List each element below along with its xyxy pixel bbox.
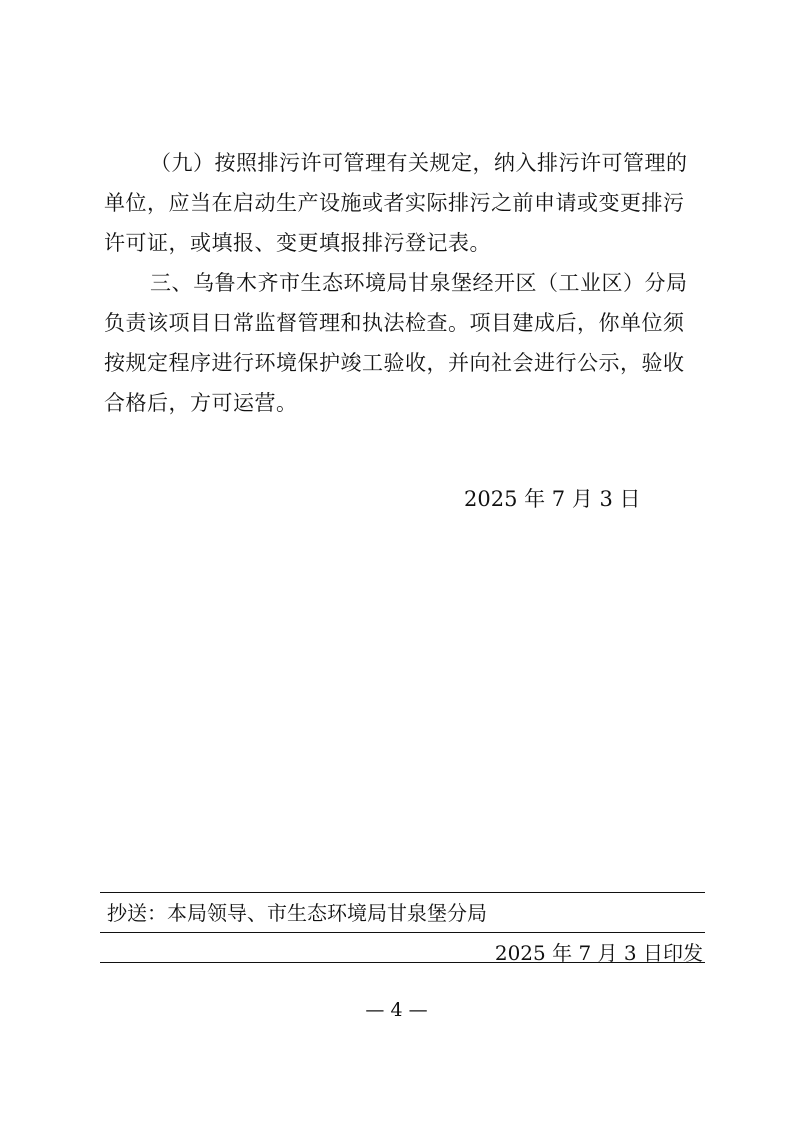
paragraph-line: （九）按照排污许可管理有关规定，纳入排污许可管理的: [150, 151, 688, 175]
paragraph-line: 许可证，或填报、变更填报排污登记表。: [104, 231, 491, 255]
paragraph-line: 三、乌鲁木齐市生态环境局甘泉堡经开区（工业区）分局: [150, 271, 688, 295]
paragraph-line: 按规定程序进行环境保护竣工验收，并向社会进行公示，验收: [104, 351, 685, 375]
paragraph-section-3: [104, 263, 704, 423]
issue-date: 2025 年 7 月 3 日印发: [494, 941, 703, 965]
footer-divider-middle: [100, 932, 705, 933]
signature-date: 2025 年 7 月 3 日: [464, 487, 641, 511]
cc-recipients: 抄送：本局领导、市生态环境局甘泉堡分局: [107, 901, 487, 925]
footer-divider-top: [100, 892, 705, 893]
body-text: [104, 143, 704, 423]
page-number: — 4 —: [365, 999, 428, 1021]
paragraph-item-9: [104, 143, 704, 263]
paragraph-line: 负责该项目日常监督管理和执法检查。项目建成后，你单位须: [104, 311, 685, 335]
paragraph-line: 单位，应当在启动生产设施或者实际排污之前申请或变更排污: [104, 191, 685, 215]
paragraph-line: 合格后，方可运营。: [104, 391, 298, 415]
footer-divider-bottom: [100, 962, 705, 963]
